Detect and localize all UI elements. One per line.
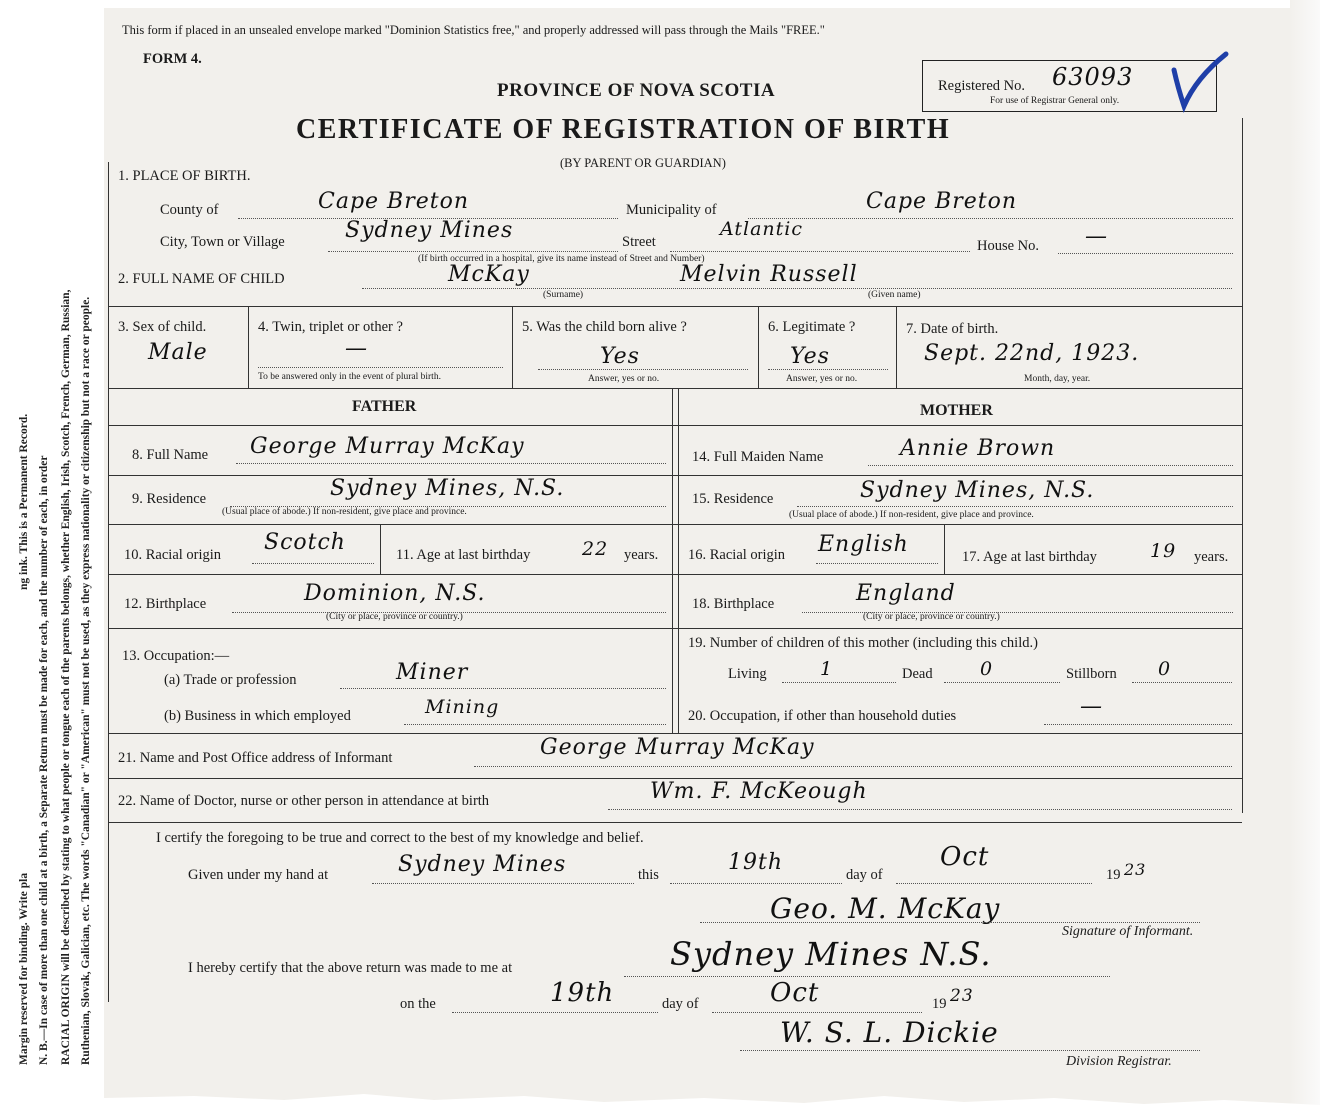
children-label: 19. Number of children of this mother (including this child.) <box>688 635 1038 651</box>
father-heading: FATHER <box>352 398 417 415</box>
father-name-line <box>236 463 666 464</box>
street-line <box>670 251 970 252</box>
mother-age-label: 17. Age at last birthday <box>962 549 1097 565</box>
mother-res-label: 15. Residence <box>692 491 774 507</box>
legit-label: 6. Legitimate ? <box>768 319 856 335</box>
alive-value: Yes <box>600 344 640 369</box>
dead-value: 0 <box>980 658 994 680</box>
mother-heading: MOTHER <box>920 402 993 419</box>
father-occ-label: 13. Occupation:— <box>122 648 230 664</box>
father-bp-label: 12. Birthplace <box>124 596 207 612</box>
margin-permanent-note <box>18 414 30 590</box>
registrar-statement: I hereby certify that the above return was made to me at <box>188 960 513 976</box>
father-racial-line <box>252 563 374 564</box>
on-the-label: on the <box>400 996 436 1012</box>
father-age-value: 22 <box>582 538 609 560</box>
mother-res-value: Sydney Mines, N.S. <box>860 478 1095 503</box>
informant-line <box>474 766 1232 767</box>
living-label: Living <box>728 666 767 682</box>
form-number: FORM 4. <box>143 51 202 67</box>
father-bp-note: (City or place, province or country.) <box>326 612 463 622</box>
paper-edge <box>1290 0 1320 1107</box>
mother-res-line <box>797 506 1233 507</box>
dob-label: 7. Date of birth. <box>906 321 999 337</box>
mother-age-value: 19 <box>1150 540 1177 562</box>
torn-edge-graphic <box>104 1076 1320 1107</box>
mother-occ-label: 20. Occupation, if other than household duties <box>688 708 957 724</box>
frame-left <box>108 162 109 1002</box>
month-line <box>896 883 1092 884</box>
div-alive <box>758 306 759 388</box>
reg-year-value: 23 <box>950 986 974 1006</box>
frame-right <box>1242 118 1243 813</box>
house-label: House No. <box>977 238 1040 254</box>
business-label: (b) Business in which employed <box>164 708 351 724</box>
mother-bp-label: 18. Birthplace <box>692 596 775 612</box>
twin-value: — <box>345 336 368 361</box>
reg-month-line <box>712 1012 922 1013</box>
surname-caption: (Surname) <box>543 290 584 300</box>
reg-day-of-label: day of <box>662 996 699 1012</box>
dob-note: Month, day, year. <box>1024 374 1091 384</box>
province-heading: PROVINCE OF NOVA SCOTIA <box>497 80 776 101</box>
margin-racial-note-2: Ruthenian, Slovak, Galician, etc. The words "Canadian" or "American" must not be used, as they express nationality or citizenship but not a race or people. <box>80 296 92 1065</box>
living-value: 1 <box>820 658 834 680</box>
margin-note-1b: ng ink. This is a Permanent Record. <box>18 413 30 590</box>
margin-binding-note <box>18 873 30 1065</box>
stillborn-value: 0 <box>1158 658 1172 680</box>
informant-label: 21. Name and Post Office address of Informant <box>118 750 393 766</box>
mother-name-label: 14. Full Maiden Name <box>692 449 824 465</box>
stillborn-label: Stillborn <box>1066 666 1117 682</box>
mother-years: years. <box>1194 549 1229 565</box>
mother-occ-line <box>1044 724 1232 725</box>
doctor-line <box>608 809 1232 810</box>
mother-racial-line <box>816 563 938 564</box>
div-racial-father <box>380 524 381 574</box>
registrar-place-line <box>624 976 1110 977</box>
margin-nb-note: N. B.—In case of more than one child at a birth, a Separate Return must be made for each, and the number of each, in order <box>38 455 50 1065</box>
div-racial-mother <box>944 524 945 574</box>
father-res-value: Sydney Mines, N.S. <box>330 476 565 501</box>
rule-13 <box>108 733 1242 734</box>
registrar-note: For use of Registrar General only. <box>990 96 1120 106</box>
rule-parents-top <box>108 388 1242 389</box>
alive-note: Answer, yes or no. <box>588 374 660 384</box>
alive-line <box>538 369 748 370</box>
street-value: Atlantic <box>720 218 804 240</box>
dead-label: Dead <box>902 666 933 682</box>
reg-day-line <box>452 1012 658 1013</box>
mother-racial-value: English <box>818 532 909 557</box>
reg-year-prefix: 19 <box>932 996 947 1012</box>
mother-occ-value: — <box>1080 694 1103 719</box>
hospital-note: (If birth occurred in a hospital, give its name instead of Street and Number) <box>418 254 705 264</box>
rule-heading <box>108 425 1242 426</box>
rule-22 <box>108 822 1242 823</box>
trade-value: Miner <box>396 660 469 685</box>
mother-bp-value: England <box>856 581 956 606</box>
mother-racial-label: 16. Racial origin <box>688 547 786 563</box>
div-twin <box>512 306 513 388</box>
reg-day-value: 19th <box>550 978 615 1008</box>
registered-label: Registered No. <box>938 78 1025 94</box>
rule-12 <box>108 628 1242 629</box>
dead-line <box>944 682 1060 683</box>
trade-line <box>340 688 666 689</box>
div-sex <box>248 306 249 388</box>
registrar-signature: W. S. L. Dickie <box>780 1016 999 1049</box>
day-of-label: day of <box>846 867 883 883</box>
given-place-line <box>372 883 634 884</box>
father-racial-label: 10. Racial origin <box>124 547 222 563</box>
month-value: Oct <box>940 842 990 872</box>
father-years: years. <box>624 547 659 563</box>
city-label: City, Town or Village <box>160 234 285 250</box>
registrar-place: Sydney Mines N.S. <box>670 935 992 973</box>
stillborn-line <box>1132 682 1232 683</box>
document-title: CERTIFICATE OF REGISTRATION OF BIRTH <box>296 114 951 145</box>
twin-line <box>258 367 503 368</box>
given-place: Sydney Mines <box>398 852 567 877</box>
trade-label: (a) Trade or profession <box>164 672 297 688</box>
div-father-mother-b <box>678 388 679 733</box>
informant-value: George Murray McKay <box>540 735 815 760</box>
sex-value: Male <box>148 340 208 365</box>
div-legit <box>896 306 897 388</box>
margin-note-1: Margin reserved for binding. Write pla <box>18 872 30 1065</box>
living-line <box>782 682 896 683</box>
div-father-mother-a <box>672 388 673 733</box>
informant-signature: Geo. M. McKay <box>770 892 1001 925</box>
house-line <box>1058 253 1233 254</box>
twin-note: To be answered only in the event of plural birth. <box>258 372 441 382</box>
registrar-sig-line <box>740 1050 1200 1051</box>
checkmark-icon <box>1170 48 1230 114</box>
reg-month-value: Oct <box>770 978 820 1008</box>
legit-value: Yes <box>790 344 830 369</box>
year-prefix: 19 <box>1106 867 1121 883</box>
city-value: Sydney Mines <box>345 218 514 243</box>
municipality-value: Cape Breton <box>866 189 1018 214</box>
document-subtitle: (BY PARENT OR GUARDIAN) <box>560 156 726 170</box>
child-given-name: Melvin Russell <box>680 262 858 287</box>
father-racial-value: Scotch <box>264 530 346 555</box>
father-name-value: George Murray McKay <box>250 434 525 459</box>
house-value: — <box>1085 224 1108 249</box>
city-line <box>328 251 618 252</box>
certify-statement: I certify the foregoing to be true and correct to the best of my knowledge and belief. <box>156 830 644 846</box>
municipality-line <box>748 218 1233 219</box>
doctor-label: 22. Name of Doctor, nurse or other person in attendance at birth <box>118 793 490 809</box>
rule-9 <box>108 524 1242 525</box>
rule-child-top <box>108 306 1242 307</box>
alive-label: 5. Was the child born alive ? <box>522 319 687 335</box>
business-line <box>404 724 666 725</box>
margin-racial-note: RACIAL ORIGIN will be described by stating to what people or tongue each of the parents belongs, whether English, Irish, Scotch, French, German, Russian, <box>60 289 72 1065</box>
father-bp-value: Dominion, N.S. <box>304 581 486 606</box>
given-caption: (Given name) <box>868 290 921 300</box>
street-label: Street <box>622 234 656 250</box>
informant-caption: Signature of Informant. <box>1062 924 1194 939</box>
child-name-label: 2. FULL NAME OF CHILD <box>118 271 285 287</box>
business-value: Mining <box>425 696 500 718</box>
mother-name-value: Annie Brown <box>900 436 1056 461</box>
father-res-label: 9. Residence <box>132 491 207 507</box>
doctor-value: Wm. F. McKeough <box>650 779 868 804</box>
day-line <box>670 883 842 884</box>
informant-sig-line <box>700 922 1200 923</box>
mother-res-note: (Usual place of abode.) If non-resident, give place and province. <box>789 510 1034 520</box>
postage-notice: This form if placed in an unsealed envelope marked "Dominion Statistics free," and properly addressed will pass through the Mails "FREE." <box>122 23 825 37</box>
county-value: Cape Breton <box>318 189 470 214</box>
twin-label: 4. Twin, triplet or other ? <box>258 319 403 335</box>
mother-bp-note: (City or place, province or country.) <box>863 612 1000 622</box>
given-label: Given under my hand at <box>188 867 329 883</box>
child-name-line <box>362 288 1232 289</box>
rule-8 <box>108 475 1242 476</box>
year-value: 23 <box>1124 860 1147 879</box>
dob-value: Sept. 22nd, 1923. <box>924 341 1140 366</box>
municipality-label: Municipality of <box>626 202 717 218</box>
registered-number: 63093 <box>1052 63 1134 91</box>
this-label: this <box>638 867 659 883</box>
mother-name-line <box>868 465 1233 466</box>
place-heading: 1. PLACE OF BIRTH. <box>118 168 251 184</box>
rule-10 <box>108 574 1242 575</box>
legit-note: Answer, yes or no. <box>786 374 858 384</box>
father-name-label: 8. Full Name <box>132 447 209 463</box>
registrar-caption: Division Registrar. <box>1066 1054 1172 1069</box>
legit-line <box>768 369 888 370</box>
father-res-note: (Usual place of abode.) If non-resident, give place and province. <box>222 507 467 517</box>
sex-label: 3. Sex of child. <box>118 319 207 335</box>
child-surname: McKay <box>448 262 530 287</box>
day-value: 19th <box>728 850 784 875</box>
father-age-label: 11. Age at last birthday <box>396 547 531 563</box>
county-label: County of <box>160 202 219 218</box>
